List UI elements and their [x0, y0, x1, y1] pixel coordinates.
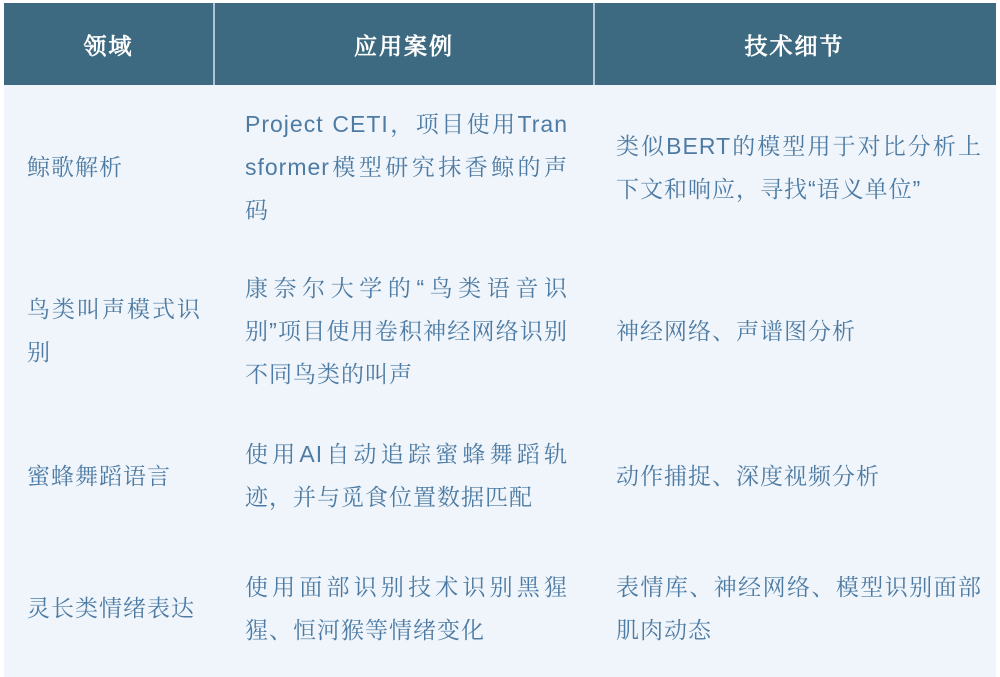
cell-case [215, 540, 595, 677]
page [0, 3, 1000, 677]
cell-tech [595, 250, 994, 412]
column-header-field [4, 3, 215, 85]
column-header-case-label: 应用案例 [354, 32, 454, 59]
cell-case-text: 康奈尔大学的“鸟类语音识别”项目使用卷积神经网络识别不同鸟类的叫声 [245, 274, 568, 387]
table-row [4, 85, 996, 250]
cell-case-text: Project CETI，项目使用Transformer模型研究抹香鲸的声码 [245, 111, 568, 223]
cell-field [4, 412, 215, 540]
cell-case [215, 250, 595, 412]
table-body [4, 85, 996, 677]
table-row [4, 540, 996, 677]
cell-field [4, 250, 215, 412]
table-header-row [4, 3, 996, 85]
cell-case-text: 使用面部识别技术识别黑猩猩、恒河猴等情绪变化 [245, 573, 568, 643]
column-header-field-label: 领域 [83, 32, 134, 59]
data-table [4, 3, 996, 677]
cell-field-text: 鸟类叫声模式识别 [27, 296, 201, 365]
cell-field-text: 鲸歌解析 [27, 154, 123, 180]
column-header-tech-label: 技术细节 [744, 32, 845, 59]
cell-tech-text: 动作捕捉、深度视频分析 [616, 462, 880, 489]
cell-case [215, 412, 595, 540]
cell-tech-text: 类似BERT的模型用于对比分析上下文和响应，寻找“语义单位” [616, 132, 982, 202]
cell-case [215, 85, 595, 250]
cell-tech [595, 412, 994, 540]
cell-tech [595, 540, 994, 677]
table-row [4, 412, 996, 540]
cell-tech-text: 表情库、神经网络、模型识别面部肌肉动态 [616, 573, 982, 643]
cell-tech [595, 85, 994, 250]
cell-field [4, 540, 215, 677]
column-header-case [215, 3, 595, 85]
cell-field-text: 灵长类情绪表达 [27, 595, 195, 621]
cell-case-text: 使用AI自动追踪蜜蜂舞蹈轨迹，并与觅食位置数据匹配 [245, 441, 568, 510]
table-row [4, 250, 996, 412]
cell-tech-text: 神经网络、声谱图分析 [616, 317, 856, 344]
cell-field-text: 蜜蜂舞蹈语言 [27, 462, 171, 489]
column-header-tech [595, 3, 994, 85]
cell-field [4, 85, 215, 250]
